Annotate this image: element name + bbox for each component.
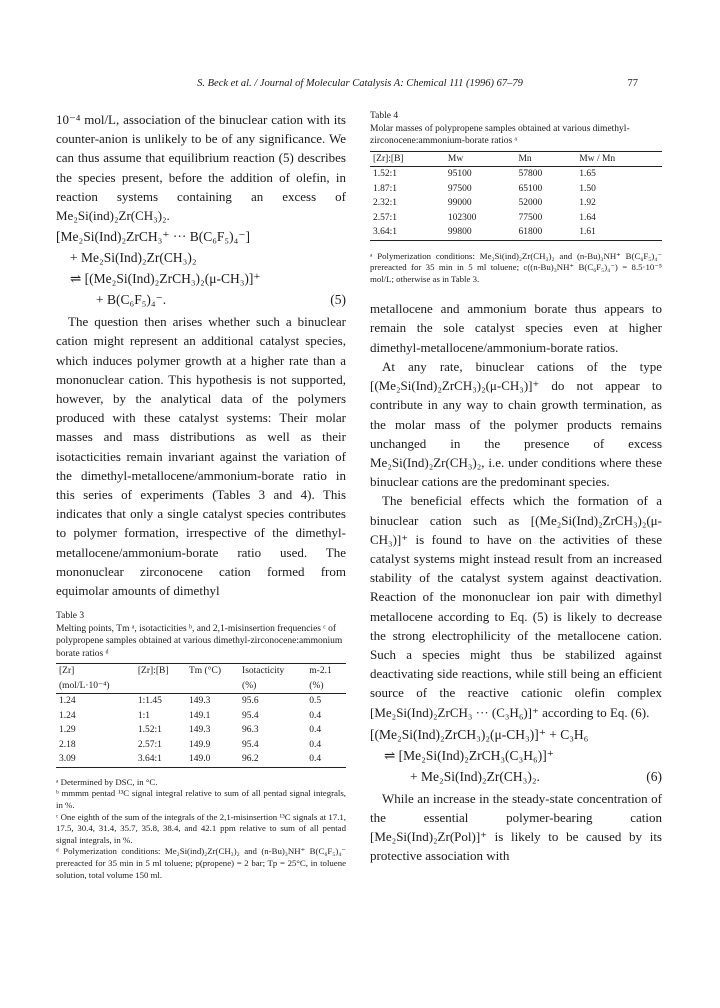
table-row (56, 723, 346, 738)
t4-cell: 2.57:1 (373, 212, 398, 223)
t3-header-unit: (%) (306, 679, 346, 694)
t4-cell: 2.32:1 (373, 198, 398, 208)
t3-cell: 96.2 (239, 752, 306, 767)
t3-cell: 149.3 (188, 725, 211, 736)
t3-cell: 149.3 (188, 696, 211, 707)
t3-header: [Zr] (56, 664, 135, 679)
table-row (370, 211, 662, 226)
t3-header-unit (135, 679, 186, 694)
t3-cell: 95.4 (242, 710, 259, 721)
paragraph-3: metallocene and ammonium borate thus appears to remain the sole catalyst species even at higher dimethyl-metallocene/ammonium-borate ratios. (370, 301, 662, 355)
t4-cell: 61800 (515, 225, 576, 240)
eq6-line-2: ⇌ [Me₂Si(Ind)₂ZrCH₃(C₃H₆)]⁺ (384, 747, 554, 763)
t3-cell: 3.09 (56, 752, 135, 767)
table-3-caption: Melting points, Tm ᵃ, isotacticities ᵇ, and 2,1-misinsertion frequencies ᶜ of polypropene samples obtained at various dimethyl-zirconocene:ammonium borate ratios ᵈ (56, 623, 343, 659)
table-4-grid (370, 151, 662, 241)
t3-cell: 149.0 (186, 752, 239, 767)
table-3-footnote-b: ᵇ mmmm pentad ¹³C signal integral relative to sum of all pentad signal integrals, in %. (56, 788, 346, 810)
t3-cell: 1:1 (137, 710, 151, 721)
t3-header-unit: (mol/L·10⁻⁴) (56, 679, 135, 694)
table-3 (56, 610, 346, 881)
t4-cell: 52000 (518, 198, 543, 208)
table-3-footnote-c: ᶜ One eighth of the sum of the integrals of the 2,1-misinsertion ¹³C signals at 17.1, 17.5, 30.4, 31.4, 35.7, 35.8, 38.4, and 42.1 ppm relative to sum of all pentad signal integrals, in %. (56, 811, 346, 845)
eq5-number: (5) (330, 292, 346, 308)
running-header (0, 78, 720, 94)
eq6-line-1: [(Me₂Si(Ind)₂ZrCH₃)₂(μ-CH₃)]⁺ + C₃H₆ (370, 726, 589, 742)
t3-header: Tm (°C) (186, 664, 239, 679)
table-row (56, 694, 346, 709)
eq6-line-3: + Me₂Si(Ind)₂Zr(CH₃)₂. (410, 768, 540, 784)
t3-header: m-2.1 (306, 664, 346, 679)
eq5-line-4: + B(C₆F₅)₄⁻. (96, 292, 167, 308)
t4-cell: 99000 (447, 198, 472, 208)
t4-header: Mn (515, 151, 576, 167)
right-column (370, 110, 662, 866)
eq6-line-3-row (370, 766, 662, 787)
t3-cell: 0.5 (309, 696, 322, 707)
t3-cell: 0.4 (309, 710, 322, 721)
t4-cell: 1.64 (579, 212, 596, 223)
table-row (370, 167, 662, 182)
t4-header: Mw (445, 151, 516, 167)
table-3-grid (56, 663, 346, 768)
t3-cell: 2.18 (59, 739, 76, 750)
t4-cell: 1.92 (579, 198, 596, 208)
t4-cell: 97500 (447, 183, 472, 194)
t3-cell: 1:1.45 (137, 696, 162, 707)
t3-cell: 1.24 (59, 710, 76, 721)
t4-cell: 1.65 (579, 169, 596, 179)
eq5-line-3: ⇌ [(Me₂Si(Ind)₂ZrCH₃)₂(μ-CH₃)]⁺ (70, 271, 261, 287)
running-title: S. Beck et al. / Journal of Molecular Catalysis A: Chemical 111 (1996) 67–79 (197, 78, 523, 89)
paragraph-1: 10⁻⁴ mol/L, association of the binuclear cation with its counter-anion is unlikely to be of any significance. We can thus assume that equilibrium reaction (5) describes the species present, before the addition of olefin, in reaction systems containing an excess of Me₂Si(ind)₂Zr(CH₃)₂. (56, 112, 346, 224)
table-4-caption-block (370, 110, 662, 148)
table-4-footnote-a: ᵃ Polymerization conditions: Me₂Si(ind)₂Zr(CH₃)₂ and (n-Bu)₃NH⁺ B(C₆F₅)₄⁻ prereacted for 35 min in 5 ml toluene; c((n-Bu)₃NH⁺ B(C₆F₅)₄⁻) = 8.5·10⁻⁵ mol/L; otherwise as in Table 3. (370, 250, 662, 284)
t3-cell: 2.57:1 (137, 739, 162, 750)
t3-cell: 0.4 (309, 739, 322, 750)
eq6-number: (6) (646, 768, 662, 784)
t4-cell: 1.52:1 (373, 169, 398, 179)
eq5-line-1: [Me₂Si(Ind)₂ZrCH₃⁺ ··· B(C₆F₅)₄⁻] (56, 229, 250, 245)
t4-cell: 102300 (447, 212, 477, 223)
t4-cell: 1.87:1 (373, 183, 398, 194)
t3-header-unit (186, 679, 239, 694)
t4-cell: 65100 (518, 183, 543, 194)
t3-cell: 0.4 (309, 725, 322, 736)
t3-header: Isotacticity (239, 664, 306, 679)
page-number: 77 (627, 78, 638, 89)
equation-5 (56, 226, 346, 310)
table-3-footnote-a: ᵃ Determined by DSC, in °C. (56, 776, 158, 787)
t4-header: Mw / Mn (576, 151, 662, 167)
t3-cell: 1.52:1 (137, 725, 162, 736)
paragraph-2: The question then arises whether such a binuclear cation might represent an additional catalyst species, which induces polymer growth at a higher rate than a mononuclear cation. This hypothesis is not supported, however, by the analytical data of the polymers produced with these catalyst systems: Their molar masses and mass distributions as well as their isotacticities remain invariant against the variation of the dimethyl-metallocene/ammonium-borate ratio in this series of experiments (Tables 3 and 4). This indicates that only a single catalyst species contributes to polymer formation, irrespective of the dimethyl-metallocene/ammonium-borate ratio used. The mononuclear zirconocene cation formed from equimolar amounts of dimethyl (56, 314, 346, 599)
t4-cell: 1.61 (576, 225, 662, 240)
t3-cell: 149.1 (188, 710, 211, 721)
t4-cell: 77500 (518, 212, 543, 223)
t3-cell: 95.4 (242, 739, 259, 750)
table-4-title: Table 4 (370, 111, 399, 121)
table-3-footnote-d: ᵈ Polymerization conditions: Me₂Si(ind)₂Zr(CH₃)₂ and (n-Bu)₃NH⁺ B(C₆F₅)₄⁻ prereacted for 35 min in 5 ml toluene; p(propene) = 2 bar; Tp = 25°C, in toluene solution, total volume 150 ml. (56, 846, 346, 880)
table-3-caption-block (56, 610, 346, 660)
table-row (56, 709, 346, 724)
t4-cell: 57800 (518, 169, 543, 179)
table-row (370, 196, 662, 211)
t4-cell: 99800 (445, 225, 516, 240)
left-column (56, 110, 346, 881)
table-4 (370, 110, 662, 285)
t3-header-unit: (%) (239, 679, 306, 694)
table-3-title: Table 3 (56, 611, 85, 622)
t4-cell: 3.64:1 (370, 225, 445, 240)
t3-cell: 149.9 (188, 739, 211, 750)
equation-6 (370, 724, 662, 787)
table-row (370, 225, 662, 240)
t4-cell: 1.50 (579, 183, 596, 194)
paragraph-6: While an increase in the steady-state concentration of the essential polymer-bearing cation [Me₂Si(Ind)₂Zr(Pol)]⁺ is likely to be caused by its protective association with (370, 790, 662, 864)
t3-cell: 1.24 (59, 696, 76, 707)
table-row (56, 752, 346, 767)
eq5-line-2: + Me₂Si(Ind)₂Zr(CH₃)₂ (70, 250, 197, 266)
table-4-caption: Molar masses of polypropene samples obtained at various dimethyl-zirconocene:ammonium-borate ratios ᵃ (370, 123, 630, 146)
table-row (370, 182, 662, 197)
t3-header: [Zr]:[B] (135, 664, 186, 679)
t4-cell: 95100 (447, 169, 472, 179)
paragraph-4: At any rate, binuclear cations of the type [(Me₂Si(Ind)₂ZrCH₃)₂(μ-CH₃)]⁺ do not appear to contribute in any way to chain growth termination, as the molar mass of the polymer products remains unchanged in the presence of excess Me₂Si(Ind)₂Zr(CH₃)₂, i.e. under conditions where these binuclear cations are the predominant species. (370, 358, 662, 490)
t4-header: [Zr]:[B] (370, 151, 445, 167)
t3-cell: 0.4 (306, 752, 346, 767)
table-row (56, 738, 346, 753)
eq5-line-4-row (56, 289, 346, 310)
paragraph-5: The beneficial effects which the formation of a binuclear cation such as [(Me₂Si(Ind)₂ZrCH₃)₂(μ-CH₃)]⁺ is found to have on the activities of these catalyst systems might instead result from an increased stability of the catalyst system against deactivation. Reaction of the mononuclear ion pair with dimethyl metallocene according to Eq. (5) is likely to decrease the strong electrophilicity of the metallocene cation. Such a species might thus be stabilized against deactivating side reactions, while still being an efficient source of the reactive cationic olefin complex [Me₂Si(Ind)₂ZrCH₃ ··· (C₃H₆)]⁺ according to Eq. (6). (370, 493, 662, 720)
t3-cell: 96.3 (242, 725, 259, 736)
t3-cell: 3.64:1 (135, 752, 186, 767)
t3-cell: 95.6 (242, 696, 259, 707)
t3-cell: 1.29 (59, 725, 76, 736)
